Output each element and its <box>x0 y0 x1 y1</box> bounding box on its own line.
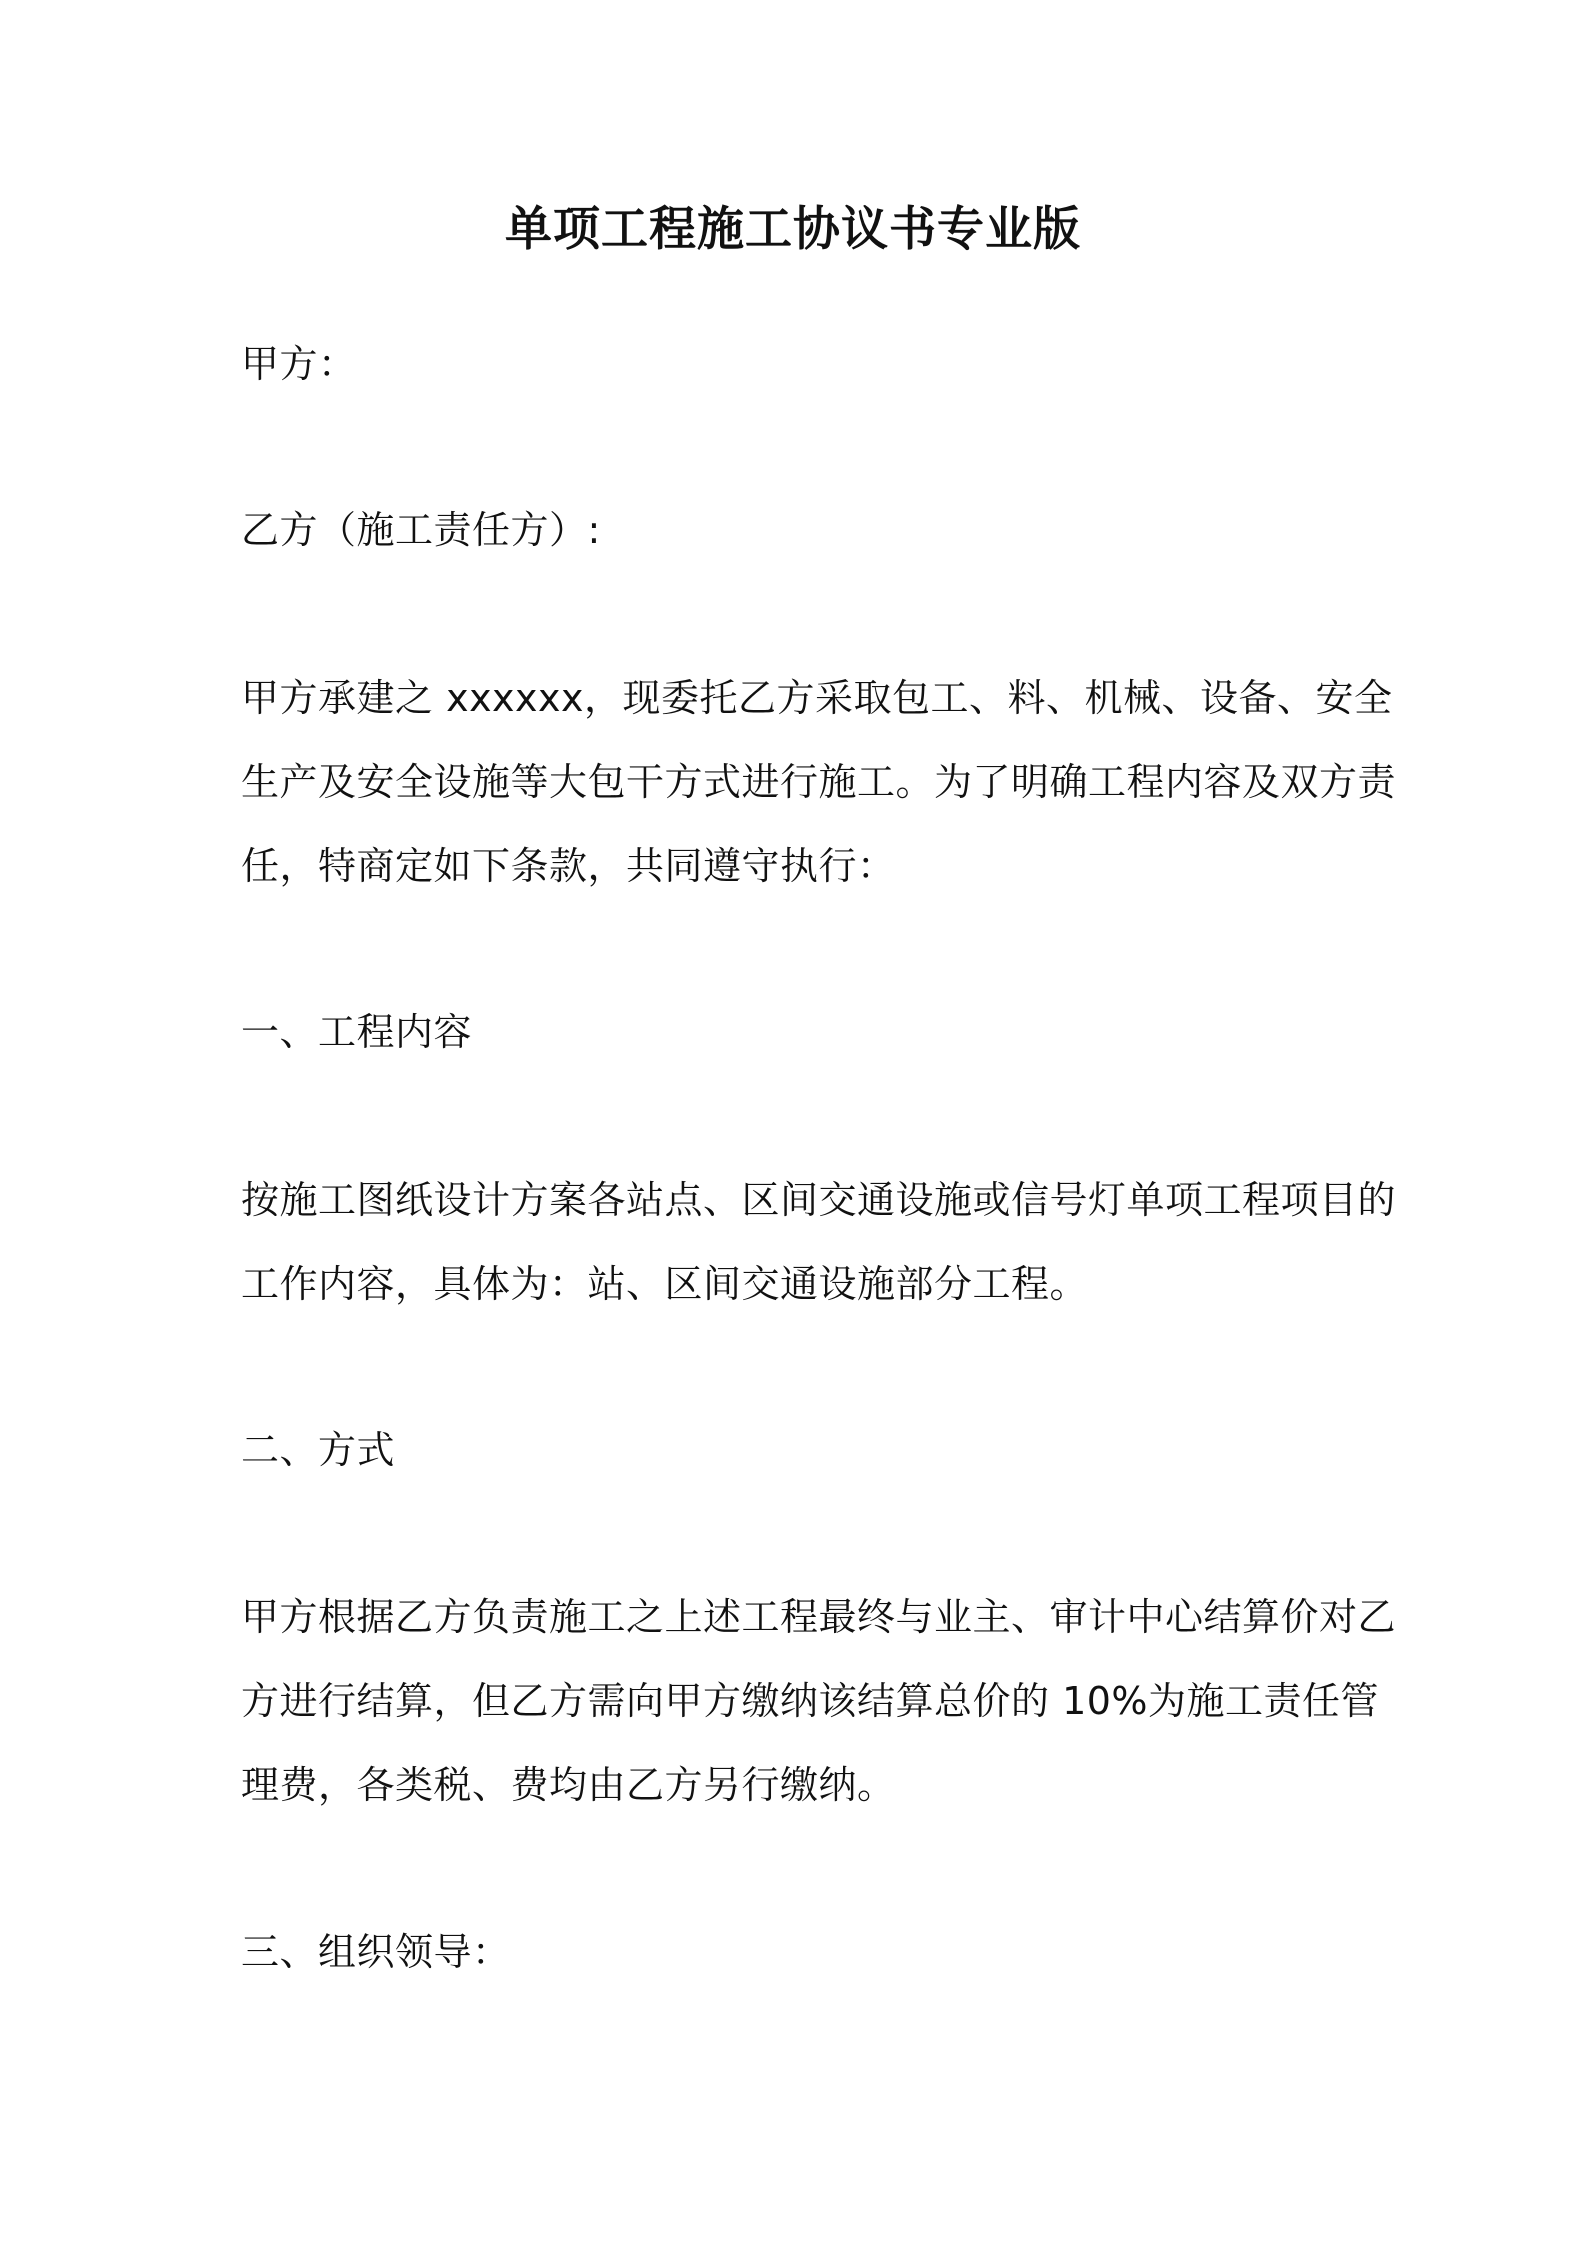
section-2-heading-text: 二、方式 <box>241 1428 396 1472</box>
section-2-heading <box>241 1408 1356 1492</box>
intro-paragraph <box>241 656 1397 908</box>
section-1-body <box>241 1158 1397 1326</box>
intro-line: 任，特商定如下条款，共同遵守执行： <box>241 844 896 888</box>
section-1-line: 按施工图纸设计方案各站点、区间交通设施或信号灯单项工程项目的 <box>241 1178 1397 1222</box>
section-2-line: 方进行结算，但乙方需向甲方缴纳该结算总价的 10%为施工责任管 <box>241 1679 1380 1723</box>
section-2-body <box>241 1575 1397 1827</box>
section-3-heading <box>241 1910 1356 1994</box>
party-b-label <box>241 488 1356 572</box>
party-a-text: 甲方： <box>241 342 357 386</box>
section-3-heading-text: 三、组织领导： <box>241 1930 511 1974</box>
party-a-label <box>241 322 1356 406</box>
section-2-line: 甲方根据乙方负责施工之上述工程最终与业主、审计中心结算价对乙 <box>241 1595 1397 1639</box>
section-1-line: 工作内容，具体为：站、区间交通设施部分工程。 <box>241 1262 1089 1306</box>
section-2-line: 理费，各类税、费均由乙方另行缴纳。 <box>241 1763 896 1807</box>
section-1-heading-text: 一、工程内容 <box>241 1010 473 1054</box>
party-b-text: 乙方（施工责任方）: <box>241 508 601 552</box>
section-1-heading <box>241 990 1356 1074</box>
document-title: 单项工程施工协议书专业版 <box>505 202 1081 257</box>
intro-line: 生产及安全设施等大包干方式进行施工。为了明确工程内容及双方责 <box>241 760 1397 804</box>
intro-line: 甲方承建之 xxxxxx，现委托乙方采取包工、料、机械、设备、安全 <box>241 676 1393 720</box>
